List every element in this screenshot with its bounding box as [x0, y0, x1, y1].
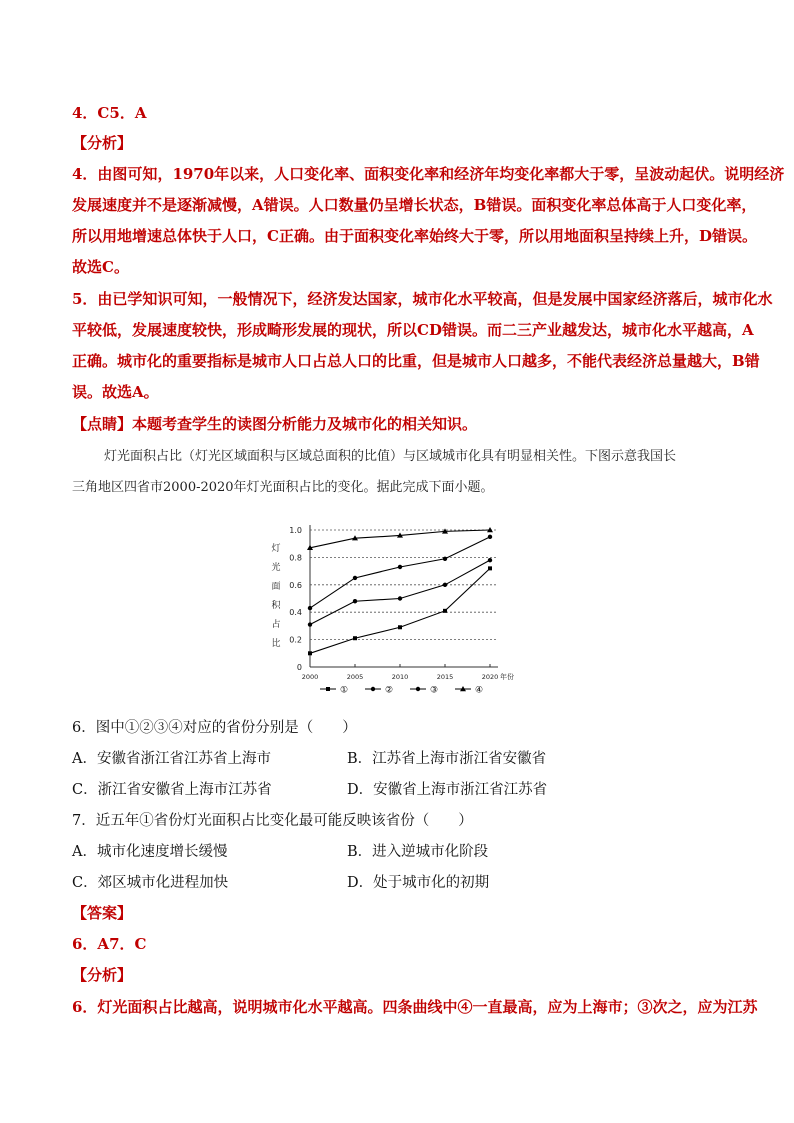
- y-tick-label: 0.6: [289, 580, 302, 590]
- data-point: [371, 687, 375, 691]
- q6-option-c[interactable]: C．浙江省安徽省上海市江苏省: [72, 782, 272, 798]
- y-axis-label-char: 面: [271, 582, 281, 592]
- y-axis-label-char: 光: [271, 563, 281, 573]
- answers-4-5: 4．C5．A: [72, 104, 147, 122]
- answers-6-7: 6．A7．C: [72, 935, 147, 953]
- x-tick-label: 2005: [346, 673, 364, 681]
- dianjing-paragraph: [72, 413, 477, 434]
- x-unit-label: 年份: [500, 673, 514, 681]
- q5-analysis-line: 正确。城市化的重要指标是城市人口占总人口的比重，但是城市人口越多，不能代表经济总量越大，B错: [72, 352, 760, 370]
- q4-analysis-line: 所以用地增速总体快于人口，C正确。由于面积变化率始终大于零，所以用地面积呈持续上升，D错误。: [72, 227, 757, 245]
- intro-line: 三角地区四省市2000-2020年灯光面积占比的变化。据此完成下面小题。: [72, 480, 494, 495]
- q6-option-b[interactable]: B．江苏省上海市浙江省安徽省: [347, 751, 547, 767]
- y-tick-label: 0.4: [289, 608, 302, 618]
- q6-option-a[interactable]: A．安徽省浙江省江苏省上海市: [72, 751, 271, 767]
- x-tick-label: 2015: [436, 673, 454, 681]
- q7-option-c[interactable]: C．郊区城市化进程加快: [72, 875, 229, 891]
- y-tick-label: 0.2: [289, 635, 302, 645]
- q7-stem: 7．近五年①省份灯光面积占比变化最可能反映该省份（ ）: [72, 813, 473, 829]
- data-point: [353, 636, 357, 640]
- data-point: [443, 583, 447, 587]
- q5-analysis-line: 平较低，发展速度较快，形成畸形发展的现状，所以CD错误。而二三产业越发达，城市化水平越高，A: [72, 321, 754, 339]
- q7-option-b[interactable]: B．进入逆城市化阶段: [347, 844, 489, 860]
- x-tick-label: 2010: [391, 673, 409, 681]
- data-point: [398, 596, 402, 600]
- q6-stem: 6．图中①②③④对应的省份分别是（ ）: [72, 720, 357, 736]
- y-tick-label: 0.8: [289, 553, 302, 563]
- y-axis-label-char: 比: [271, 639, 281, 649]
- q7-option-d[interactable]: D．处于城市化的初期: [347, 875, 490, 891]
- chart-series: [307, 527, 493, 655]
- q6-option-d[interactable]: D．安徽省上海市浙江省江苏省: [347, 782, 548, 798]
- q6-analysis-line: 6．灯光面积占比越高，说明城市化水平越高。四条曲线中④一直最高，应为上海市；③次之，应为江苏: [72, 998, 758, 1016]
- data-point: [326, 687, 330, 691]
- y-axis-label-char: 占: [271, 620, 281, 630]
- y-axis-label: [271, 542, 281, 649]
- answer-label: 【答案】: [72, 904, 133, 922]
- y-tick-label: 0: [296, 663, 302, 672]
- y-axis-label-char: 积: [271, 601, 281, 611]
- legend-label: ③: [430, 685, 439, 696]
- data-point: [398, 625, 402, 629]
- y-tick-labels: [289, 526, 302, 672]
- q7-option-a[interactable]: A．城市化速度增长缓慢: [72, 844, 228, 860]
- data-point: [353, 576, 357, 580]
- x-tick-labels: [302, 672, 514, 681]
- y-tick-label: 1.0: [289, 526, 302, 535]
- series-line: [310, 560, 490, 624]
- legend-label: ①: [340, 685, 349, 696]
- data-point: [398, 565, 402, 569]
- y-axis-label-char: 灯: [271, 544, 281, 554]
- q5-analysis-line: 5．由已学知识可知，一般情况下，经济发达国家，城市化水平较高，但是发展中国家经济落后，城市化水: [72, 290, 773, 308]
- q4-analysis-line: 故选C。: [72, 258, 129, 276]
- data-point: [308, 651, 312, 655]
- q4-analysis-line: 发展速度并不是逐渐减慢，A错误。人口数量仍呈增长状态，B错误。面积变化率总体高于人口变化率，: [72, 196, 757, 214]
- data-point: [488, 566, 492, 570]
- intro-line: 灯光面积占比（灯光区域面积与区域总面积的比值）与区域城市化具有明显相关性。下图示意我国长: [104, 449, 677, 464]
- light-area-ratio-chart: [268, 515, 518, 700]
- dianjing-text: 本题考查学生的读图分析能力及城市化的相关知识。: [132, 415, 478, 433]
- data-point: [353, 599, 357, 603]
- x-tick-label: 2020: [481, 673, 499, 681]
- data-point: [488, 558, 492, 562]
- legend-label: ②: [385, 685, 394, 696]
- chart-legend: [320, 686, 483, 696]
- analysis-label: 【分析】: [72, 966, 133, 984]
- dianjing-label: 【点睛】: [72, 415, 133, 433]
- data-point: [416, 687, 420, 691]
- x-tick-label: 2000: [301, 673, 319, 681]
- q5-analysis-line: 误。故选A。: [72, 383, 159, 401]
- legend-label: ④: [475, 685, 484, 696]
- analysis-label: 【分析】: [72, 134, 133, 152]
- data-point: [443, 557, 447, 561]
- data-point: [308, 606, 312, 610]
- data-point: [308, 622, 312, 626]
- data-point: [488, 535, 492, 539]
- q4-analysis-line: 4．由图可知，1970年以来，人口变化率、面积变化率和经济年均变化率都大于零，呈波动起伏。说明经济: [72, 165, 785, 183]
- data-point: [443, 609, 447, 613]
